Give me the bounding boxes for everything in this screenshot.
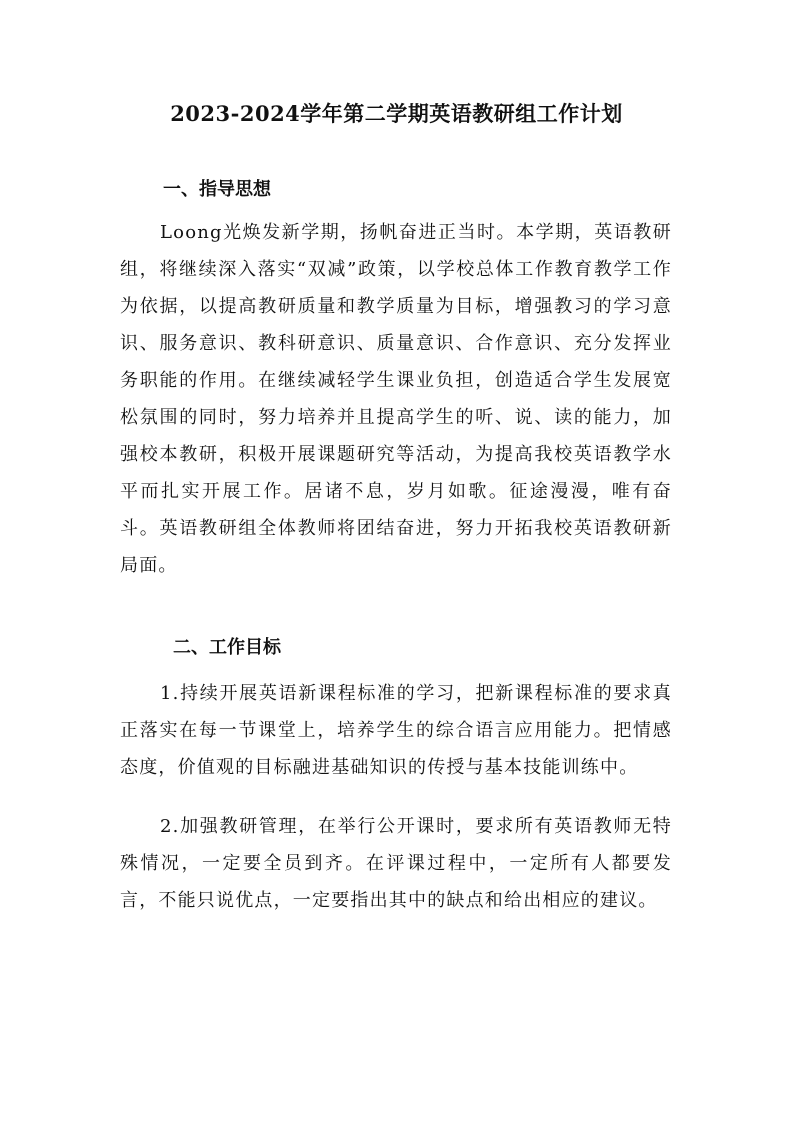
paragraph-goal-1: 1.持续开展英语新课程标准的学习，把新课程标准的要求真正落实在每一节课堂上，培养学生的综合语言应用能力。把情感态度，价值观的目标融进基础知识的传授与基本技能训练中。 [120, 683, 672, 778]
section-heading-work-goals: 二、工作目标 [173, 637, 281, 658]
paragraph-guiding-ideology: Loong光焕发新学期，扬帆奋进正当时。本学期，英语教研组，将继续深入落实“双减”政策，以学校总体工作教育教学工作为依据，以提高教研质量和教学质量为目标，增强教习的学习意识、服务意识、教科研意识、质量意识、合作意识、充分发挥业务职能的作用。在继续减轻学生课业负担，创造适合学生发展宽松氛围的同时，努力培养并且提高学生的听、说、读的能力，加强校本教研，积极开展课题研究等活动，为提高我校英语教学水平而扎实开展工作。居诸不息，岁月如歌。征途漫漫，唯有奋斗。英语教研组全体教师将团结奋进，努力开拓我校英语教研新局面。 [120, 222, 672, 576]
paragraph-goal-2: 2.加强教研管理，在举行公开课时，要求所有英语教师无特殊情况，一定要全员到齐。在评课过程中，一定所有人都要发言，不能只说优点，一定要指出其中的缺点和给出相应的建议。 [120, 816, 672, 911]
document-title: 2023-2024学年第二学期英语教研组工作计划 [170, 101, 623, 126]
section-heading-guiding-ideology: 一、指导思想 [163, 179, 271, 200]
